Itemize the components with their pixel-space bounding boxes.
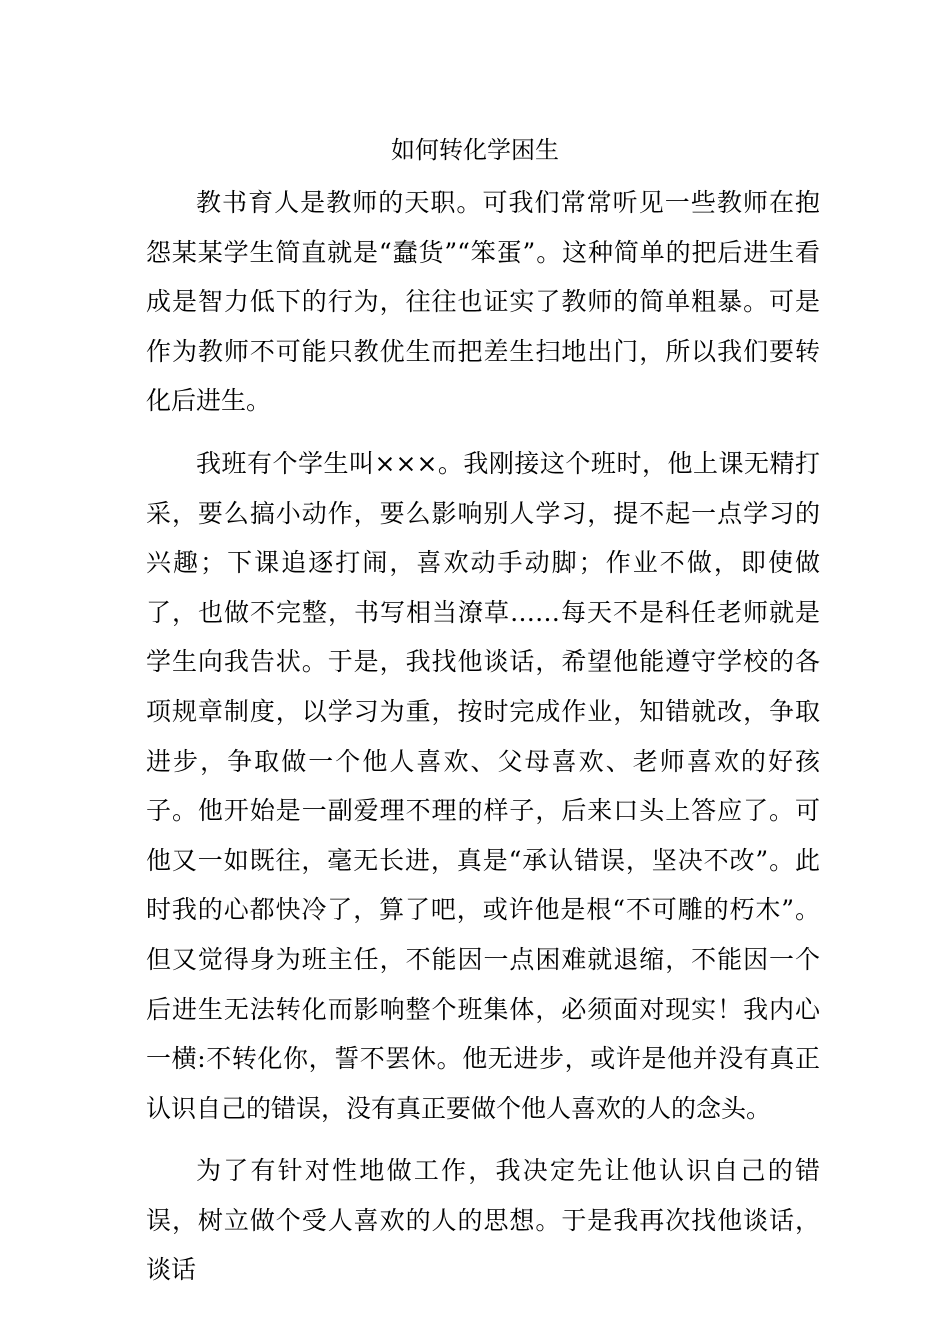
paragraph-3: 为了有针对性地做工作，我决定先让他认识自己的错误，树立做个受人喜欢的人的思想。于是我再次找他谈话，谈话 <box>146 1156 820 1285</box>
document-body <box>146 178 820 1308</box>
paragraph-1: 教书育人是教师的天职。可我们常常听见一些教师在抱怨某某学生简直就是“蠢货”“笨蛋”。这种简单的把后进生看成是智力低下的行为，往往也证实了教师的简单粗暴。可是作为教师不可能只教优生而把差生扫地出门，所以我们要转化后进生。 <box>146 188 820 416</box>
paragraph-2: 我班有个学生叫×××。我刚接这个班时，他上课无精打采，要么搞小动作，要么影响别人学习，提不起一点学习的兴趣；下课追逐打闹，喜欢动手动脚；作业不做，即使做了，也做不完整，书写相当潦草……每天不是科任老师就是学生向我告状。于是，我找他谈话，希望他能遵守学校的各项规章制度，以学习为重，按时完成作业，知错就改，争取进步，争取做一个他人喜欢、父母喜欢、老师喜欢的好孩子。他开始是一副爱理不理的样子，后来口头上答应了。可他又一如既往，毫无长进，真是“承认错误，坚决不改”。此时我的心都快冷了，算了吧，或许他是根“不可雕的朽木”。但又觉得身为班主任，不能因一点困难就退缩，不能因一个后进生无法转化而影响整个班集体，必须面对现实！我内心一横:不转化你，誓不罢休。他无进步，或许是他并没有真正认识自己的错误，没有真正要做个他人喜欢的人的念头。 <box>146 448 820 1123</box>
document-title: 如何转化学困生 <box>391 136 559 164</box>
